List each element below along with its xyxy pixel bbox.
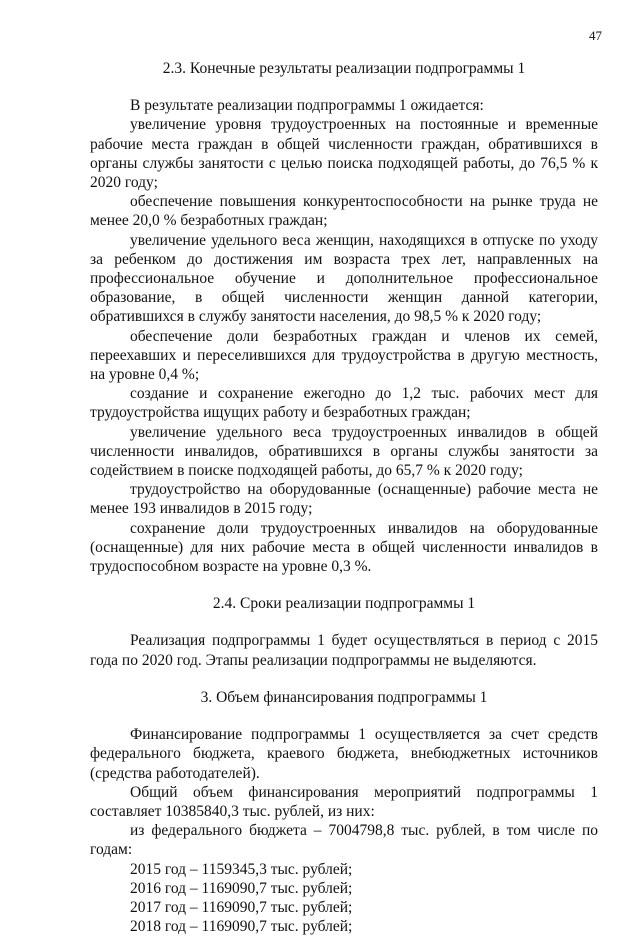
paragraph: Реализация подпрограммы 1 будет осуществляться в период с 2015 года по 2020 год. Этапы реализации подпрограммы не выделяются. [90, 632, 598, 669]
paragraph: увеличение удельного веса женщин, находящихся в отпуске по уходу за ребенком до достижения им возраста трех лет, направленных на профессиональное обучение и дополнительное профессиональное образование, в общей численности женщин данной категории, обратившихся в службу занятости населения, до 98,5 % к 2020 году; [90, 231, 598, 326]
paragraph: обеспечение повышения конкурентоспособности на рынке труда не менее 20,0 % безработных граждан; [90, 193, 598, 230]
year-line: 2018 год – 1169090,7 тыс. рублей; [130, 918, 353, 936]
paragraph: увеличение удельного веса трудоустроенных инвалидов в общей численности инвалидов, обратившихся в органы службы занятости за содействием в поиске подходящей работы, до 65,7 % к 2020 году; [90, 423, 598, 480]
year-line: 2017 год – 1169090,7 тыс. рублей; [130, 898, 353, 916]
paragraph: создание и сохранение ежегодно до 1,2 тыс. рабочих мест для трудоустройства ищущих работу и безработных граждан; [90, 385, 598, 422]
section-3-title: 3. Объем финансирования подпрограммы 1 [200, 688, 488, 706]
year-line: 2015 год – 1159345,3 тыс. рублей; [130, 860, 353, 878]
paragraph: сохранение доли трудоустроенных инвалидов на оборудованные (оснащенные) для них рабочие места в общей численности инвалидов в трудоспособном возрасте на уровне 0,3 %. [90, 519, 598, 576]
paragraph: Финансирование подпрограммы 1 осуществляется за счет средств федерального бюджета, краевого бюджета, внебюджетных источников (средства работодателей). [90, 726, 598, 782]
page-number: 47 [589, 28, 602, 43]
section-2-3-title: 2.3. Конечные результаты реализации подпрограммы 1 [162, 60, 526, 77]
paragraph: из федерального бюджета – 7004798,8 тыс. рублей, в том числе по годам: [90, 822, 598, 859]
paragraph: трудоустройство на оборудованные (оснащенные) рабочие места не менее 193 инвалидов в 2015 году; [90, 481, 598, 518]
section-2-4-title: 2.4. Сроки реализации подпрограммы 1 [212, 595, 476, 613]
document-body [90, 59, 598, 936]
year-line: 2016 год – 1169090,7 тыс. рублей; [130, 879, 353, 897]
paragraph: увеличение уровня трудоустроенных на постоянные и временные рабочие места граждан в общей численности граждан, обратившихся в органы службы занятости с целью поиска подходящей работы, до 76,5 % к 2020 году; [90, 116, 598, 192]
paragraph: В результате реализации подпрограммы 1 ожидается: [130, 97, 484, 115]
paragraph: Общий объем финансирования мероприятий подпрограммы 1 составляет 10385840,3 тыс. рублей, из них: [90, 783, 598, 820]
paragraph: обеспечение доли безработных граждан и членов их семей, переехавших и переселившихся для трудоустройства в другую местность, на уровне 0,4 %; [90, 327, 598, 384]
